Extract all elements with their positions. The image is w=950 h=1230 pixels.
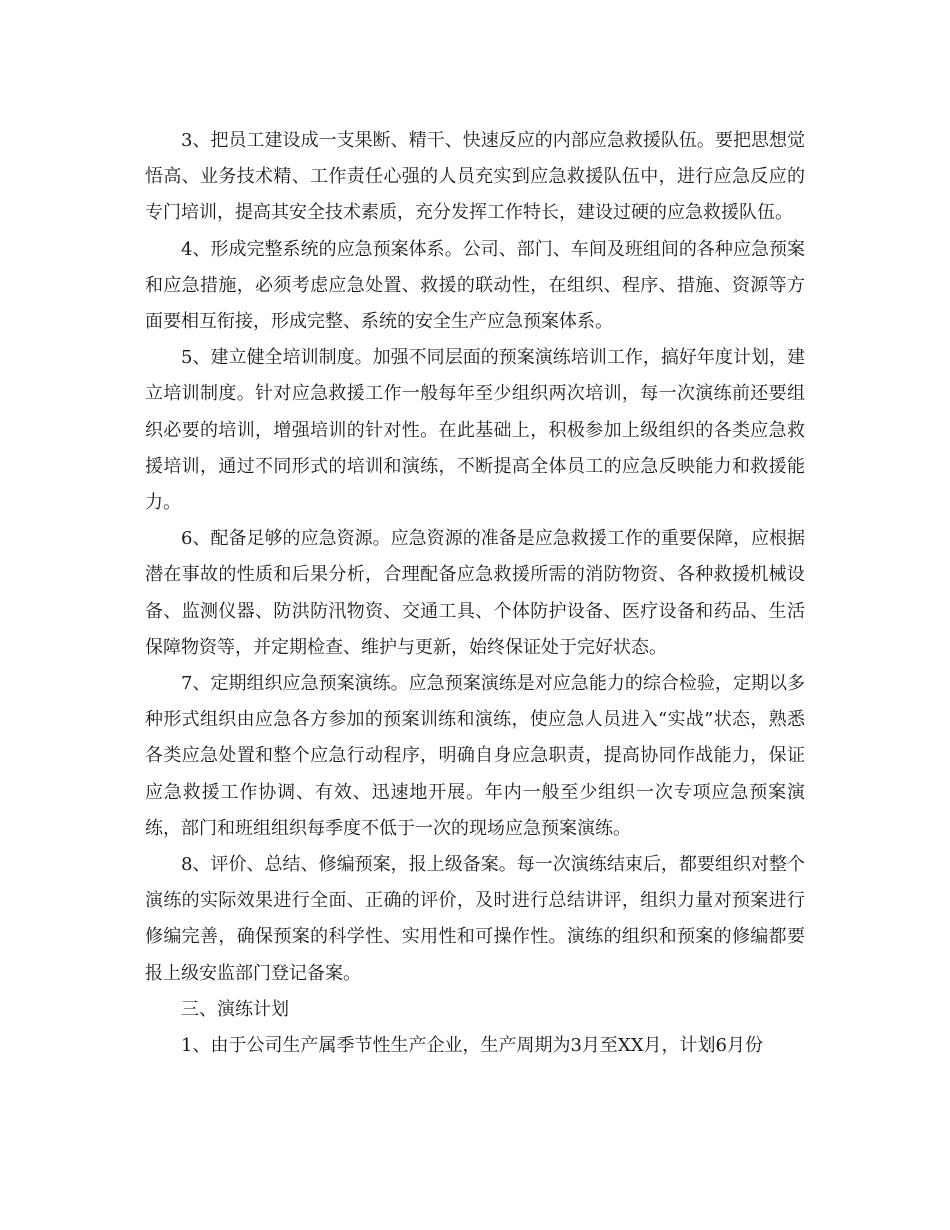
document-body: [145, 123, 805, 1064]
paragraph-drill-plan-item-1: 1、由于公司生产属季节性生产企业，生产周期为3月至XX月，计划6月份: [181, 1035, 763, 1057]
paragraph-item-4-plan-system: 4、形成完整系统的应急预案体系。公司、部门、车间及班组间的各种应急预案和应急措施，必须考虑应急处置、救援的联动性，在组织、程序、措施、资源等方面要相互衔接，形成完整、系统的安全生产应急预案体系。: [145, 238, 805, 333]
paragraph-item-5-training-system: 5、建立健全培训制度。加强不同层面的预案演练培训工作，搞好年度计划，建立培训制度。针对应急救援工作一般每年至少组织两次培训，每一次演练前还要组织必要的培训，增强培训的针对性。在此基础上，积极参加上级组织的各类应急救援培训，通过不同形式的培训和演练，不断提高全体员工的应急反映能力和救援能力。: [145, 347, 805, 514]
paragraph-item-3-team-building: 3、把员工建设成一支果断、精干、快速反应的内部应急救援队伍。要把思想觉悟高、业务技术精、工作责任心强的人员充实到应急救援队伍中，进行应急反应的专门培训，提高其安全技术素质，充分发挥工作特长，建设过硬的应急救援队伍。: [145, 130, 805, 224]
section-heading-drill-plan: 三、演练计划: [181, 998, 289, 1020]
paragraph-item-7-drills: 7、定期组织应急预案演练。应急预案演练是对应急能力的综合检验，定期以多种形式组织由应急各方参加的预案训练和演练，使应急人员进入“实战”状态，熟悉各类应急处置和整个应急行动程序，明确自身应急职责，提高协同作战能力，保证应急救援工作协调、有效、迅速地开展。年内一般至少组织一次专项应急预案演练，部门和班组组织每季度不低于一次的现场应急预案演练。: [145, 673, 805, 839]
paragraph-item-8-evaluation: 8、评价、总结、修编预案，报上级备案。每一次演练结束后，都要组织对整个演练的实际效果进行全面、正确的评价，及时进行总结讲评，组织力量对预案进行修编完善，确保预案的科学性、实用性和可操作性。演练的组织和预案的修编都要报上级安监部门登记备案。: [145, 854, 805, 984]
paragraph-item-6-emergency-resources: 6、配备足够的应急资源。应急资源的准备是应急救援工作的重要保障，应根据潜在事故的性质和后果分析，合理配备应急救援所需的消防物资、各种救援机械设备、监测仪器、防洪防汛物资、交通工具、个体防护设备、医疗设备和药品、生活保障物资等，并定期检查、维护与更新，始终保证处于完好状态。: [145, 528, 805, 658]
